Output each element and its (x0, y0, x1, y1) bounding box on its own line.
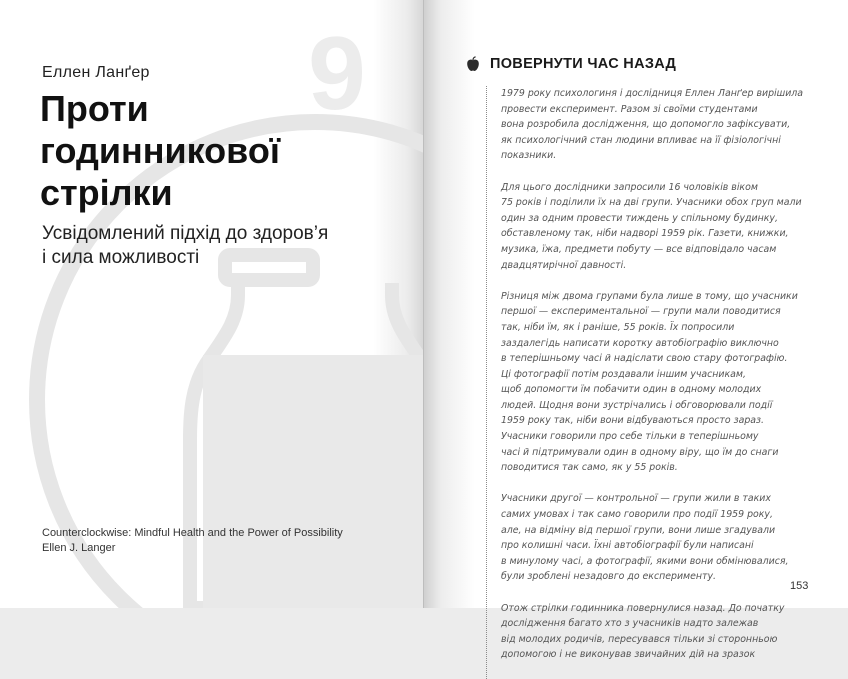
left-page (0, 0, 424, 608)
text-line: в минулому часі, а фотографії, якими вони обмінювалися, (501, 555, 789, 567)
page-number: 153 (790, 580, 809, 592)
paragraph (501, 86, 805, 164)
author-name: Еллен Ланґер (42, 64, 150, 81)
paragraph (501, 180, 805, 274)
text-line: але, на відміну від першої групи, вони лише згадували (501, 524, 776, 536)
subtitle-line: і сила можливості (42, 247, 200, 268)
text-line: обставленому так, ніби надворі 1959 рік. Газети, книжки, (501, 228, 789, 240)
text-line: про колишні часи. Їхні автобіографії були написані (501, 540, 754, 552)
title-line: годинникової (40, 130, 280, 171)
original-source (42, 526, 343, 556)
text-line: як психологічний стан людини впливає на її фізіологічні (501, 134, 781, 146)
text-line: Учасники говорили про себе тільки в теперішньому (501, 431, 759, 443)
paragraph (501, 601, 805, 663)
text-line: 1959 року так, ніби вони відбуваються просто зараз. (501, 415, 764, 427)
text-line: Учасники другої — контрольної — групи жили в таких (501, 493, 771, 505)
apple-icon (466, 56, 480, 72)
original-author: Ellen J. Langer (42, 542, 116, 554)
text-line: один за одним провести тиждень у спільному будинку, (501, 212, 778, 224)
text-line: дослідження багато хто з учасників надто залежав (501, 618, 759, 630)
body-text (486, 86, 805, 679)
text-line: щоб допомогти їм побачити один в одному молодих (501, 384, 762, 396)
text-line: першої — експериментальної — групи мали поводитися (501, 306, 781, 318)
text-line: Різниця між двома групами була лише в тому, що учасники (501, 290, 798, 302)
text-line: показники. (501, 150, 557, 162)
subtitle-line: Усвідомлений підхід до здоров’я (42, 223, 329, 244)
paragraph (501, 289, 805, 476)
text-line: так, ніби їм, як і раніше, 55 років. Їх попросили (501, 321, 735, 333)
section-title: ПОВЕРНУТИ ЧАС НАЗАД (490, 56, 677, 72)
text-line: від молодих родичів, пересувався тільки зі сторонньою (501, 633, 778, 645)
text-line: провести експеримент. Разом зі своїми студентами (501, 103, 758, 115)
text-line: Для цього дослідники запросили 16 чоловіків віком (501, 181, 758, 193)
text-line: музика, їжа, предмети побуту — все відповідало часам (501, 243, 777, 255)
section-header (466, 56, 676, 72)
title-line: Проти (40, 88, 149, 129)
text-line: двадцятирічної давності. (501, 259, 627, 271)
text-line: поводитися так само, як у 55 років. (501, 462, 678, 474)
book-subtitle (42, 222, 332, 270)
text-line: заздалегідь написати коротку автобіографію виключно (501, 337, 779, 349)
text-line: 1979 року психологиня і дослідниця Еллен Ланґер вирішила (501, 88, 804, 99)
chapter-number: 9 (308, 16, 366, 132)
text-line: часі й підтримували один в одному віру, що їм до снаги (501, 446, 779, 458)
text-line: 75 років і поділили їх на дві групи. Учасники обох груп мали (501, 197, 802, 209)
text-line: Ці фотографії потім роздавали іншим учасникам, (501, 368, 746, 380)
text-line: вона розробила дослідження, що допомогло зафіксувати, (501, 119, 791, 131)
text-line: Отож стрілки годинника повернулися назад. До початку (501, 602, 785, 614)
book-title (40, 88, 340, 214)
text-line: самих умовах і так само говорили про події 1959 року, (501, 509, 773, 521)
paragraph (501, 491, 805, 585)
text-line: допомогою і не виконував звичайних дій на зразок (501, 649, 756, 661)
title-line: стрілки (40, 172, 173, 213)
text-line: в теперішньому часі й надіслати свою стару фотографію. (501, 353, 788, 365)
original-title: Counterclockwise: Mindful Health and the Power of Possibility (42, 527, 343, 539)
text-line: були зроблені незадовго до експерименту. (501, 571, 717, 583)
text-line: людей. Щодня вони зустрічались і обговорювали події (501, 399, 773, 411)
